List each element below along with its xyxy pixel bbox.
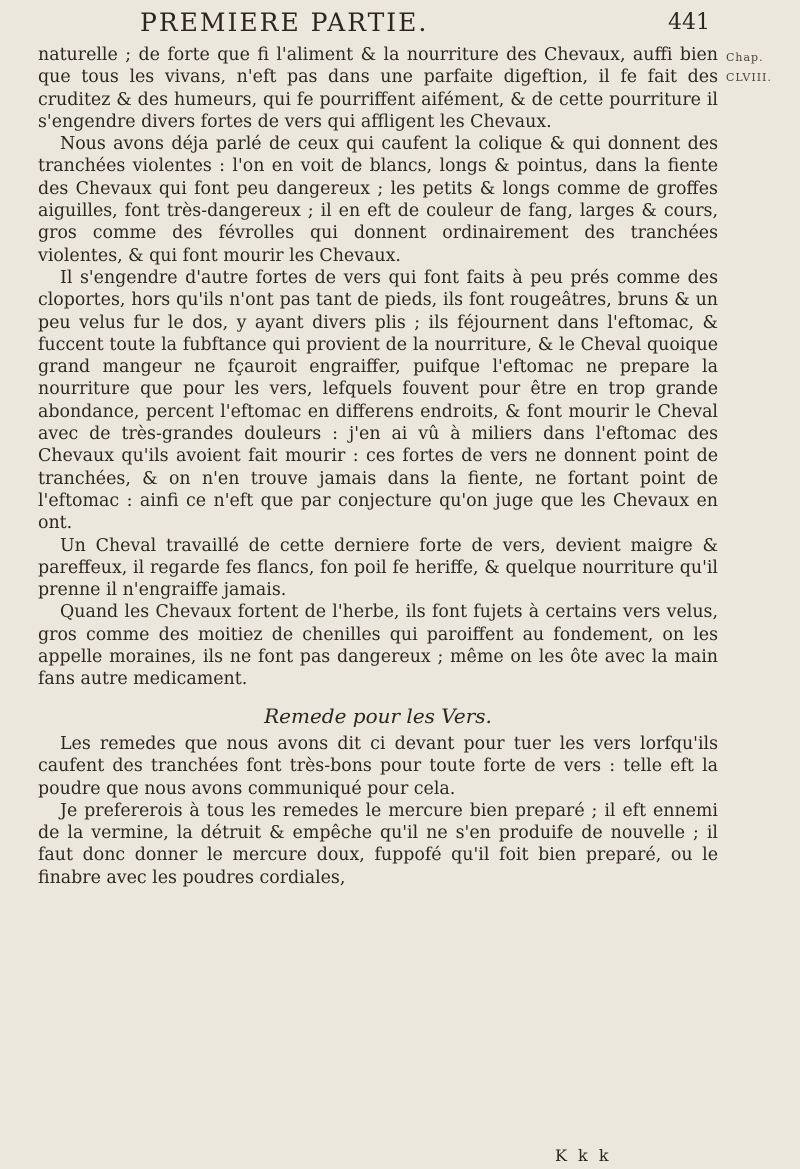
signature-mark: K k k bbox=[555, 1146, 612, 1165]
paragraph: Les remedes que nous avons dit ci devant pour tuer les vers lorfqu'ils caufent des tranchées font très-bons pour toute forte de vers : telle eft la poudre que nous avons communiqué pour cela. bbox=[38, 733, 718, 799]
paragraph: Un Cheval travaillé de cette derniere forte de vers, devient maigre & pareffeux, il regarde fes flancs, fon poil fe heriffe, & quelque nourriture qu'il prenne il n'engraiffe jamais. bbox=[38, 535, 718, 601]
margin-note bbox=[726, 48, 790, 88]
running-title: PREMIERE PARTIE. bbox=[140, 8, 429, 37]
paragraph: naturelle ; de forte que fi l'aliment & la nourriture des Chevaux, auffi bien que tous les vivans, n'eft pas dans une parfaite digeftion, il fe fait des cruditez & des humeurs, qui fe pourriffent aifément, & de cette pourriture il s'engendre divers fortes de vers qui affligent les Chevaux. bbox=[38, 45, 718, 132]
page-header bbox=[140, 8, 710, 44]
margin-note-line: Chap. bbox=[726, 51, 764, 64]
section-heading: Remede pour les Vers. bbox=[264, 703, 492, 728]
paragraph: Je prefererois à tous les remedes le mercure bien preparé ; il eft ennemi de la vermine, la détruit & empêche qu'il ne s'en produife de nouvelle ; il faut donc donner le mercure doux, fuppofé qu'il foit bien preparé, ou le finabre avec les poudres cordiales, bbox=[38, 800, 718, 888]
paragraph: Nous avons déja parlé de ceux qui caufent la colique & qui donnent des tranchées violentes : l'on en voit de blancs, longs & pointus, dans la fiente des Chevaux qui font peu dangereux ; les petits & longs comme de groffes aiguilles, font très-dangereux ; il en eft de couleur de fang, larges & cours, gros comme des févrolles qui donnent ordinairement des tranchées violentes, & qui font mourir les Chevaux. bbox=[38, 134, 718, 266]
margin-note-line: CLVIII. bbox=[726, 71, 772, 84]
page-body bbox=[38, 44, 718, 889]
page-number: 441 bbox=[668, 10, 710, 35]
paragraph: Il s'engendre d'autre fortes de vers qui font faits à peu prés comme des cloportes, hors qu'ils n'ont pas tant de pieds, ils font rougeâtres, bruns & un peu velus fur le dos, y ayant divers plis ; ils féjournent dans l'eftomac, & fuccent toute la fubftance qui provient de la nourriture, & le Cheval quoique grand mangeur ne fçauroit engraiffer, puifque l'eftomac ne prepare la nourriture que pour les vers, lefquels fouvent pour être en trop grande abondance, percent l'eftomac en differens endroits, & font mourir le Cheval avec de très-grandes douleurs : j'en ai vû à miliers dans l'eftomac des Chevaux qu'ils avoient fait mourir : ces fortes de vers ne donnent point de tranchées, & on n'en trouve jamais dans la fiente, ne fortant point de l'eftomac : ainfi ce n'eft que par conjecture qu'on juge que les Chevaux en ont. bbox=[38, 267, 718, 534]
paragraph: Quand les Chevaux fortent de l'herbe, ils font fujets à certains vers velus, gros comme des moitiez de chenilles qui paroiffent au fondement, on les appelle moraines, ils ne font pas dangereux ; même on les ôte avec la main fans autre medicament. bbox=[38, 602, 718, 690]
